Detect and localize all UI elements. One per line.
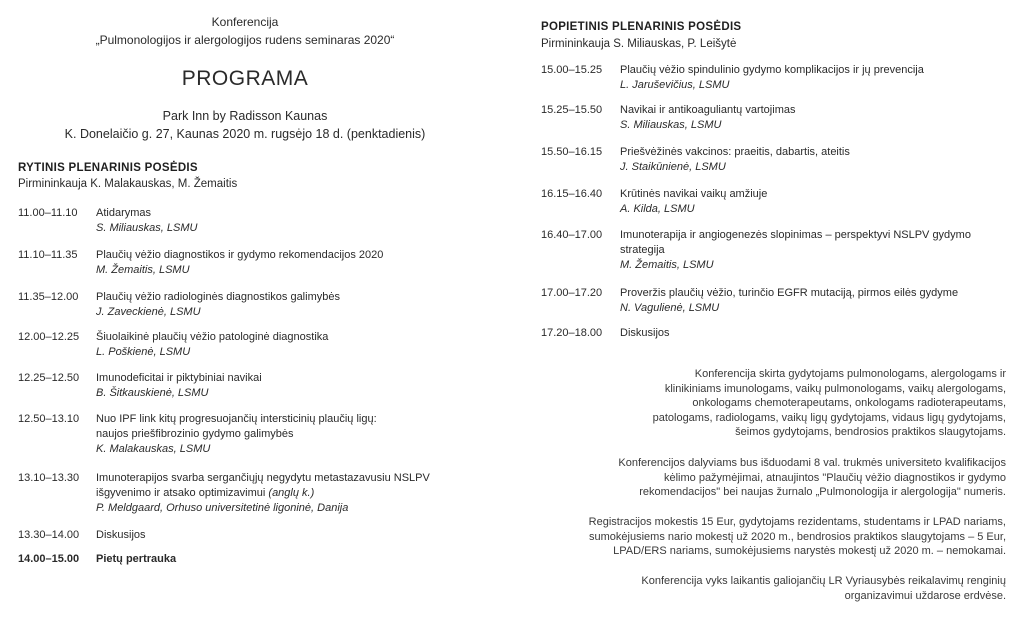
address-date: K. Donelaičio g. 27, Kaunas 2020 m. rugsėjo 18 d. (penktadienis) — [64, 127, 426, 141]
program-item-topic: Nuo IPF link kitų progresuojančių intersticinių plaučių ligų: — [96, 413, 377, 425]
program-item-topic: Proveržis plaučių vėžio, turinčio EGFR mutaciją, pirmos eilės gydyme — [620, 287, 959, 299]
venue: Park Inn by Radisson Kaunas — [162, 109, 328, 123]
program-item-topic: Atidarymas — [96, 207, 152, 219]
program-item-topic: Plaučių vėžio spindulinio gydymo komplikacijos ir jų prevencija — [620, 64, 924, 76]
program-item-topic: Plaučių vėžio radiologinės diagnostikos galimybės — [96, 291, 340, 303]
program-item-body — [620, 286, 1011, 316]
info-line: Konferencijos dalyviams bus išduodami 8 val. trukmės universiteto kvalifikacijos — [618, 457, 1006, 469]
info-rules — [541, 574, 1006, 603]
program-item-body — [96, 528, 488, 543]
program-item-speaker: K. Malakauskas, LSMU — [96, 443, 211, 455]
program-item-time: 15.25–15.50 — [541, 104, 603, 116]
program-item-body — [96, 248, 488, 278]
info-line: klinikiniams imunologams, vaikų pulmonologams, vaikų alergologams, — [664, 382, 1006, 395]
info-line: onkologams chemoterapeutams, onkologams radioterapeutams, — [692, 397, 1006, 409]
program-item-speaker: J. Zaveckienė, LSMU — [96, 306, 201, 318]
program-item-body — [96, 290, 488, 320]
program-item-time: 13.10–13.30 — [18, 472, 80, 484]
info-line: patologams, radiologams, vaikų ligų gydytojams, vidaus ligų gydytojams, — [652, 411, 1006, 424]
program-item-note: (anglų k.) — [265, 487, 315, 499]
conference-name: „Pulmonologijos ir alergologijos rudens seminaras 2020“ — [95, 33, 395, 47]
program-item-time: 15.50–16.15 — [541, 146, 603, 158]
info-line: Konferencija vyks laikantis galiojančių LR Vyriausybės reikalavimų renginių — [641, 575, 1006, 587]
info-line: organizavimui uždarose erdvėse. — [844, 589, 1006, 602]
afternoon-session-chairs: Pirmininkauja S. Miliauskas, P. Leišytė — [541, 38, 737, 50]
program-item-topic: išgyvenimo ir atsako optimizavimui (anglų k.) — [96, 487, 315, 499]
program-item-body — [620, 145, 1011, 175]
info-line: kėlimo pažymėjimai, atnaujintos "Plaučių vėžio diagnostikos ir gydymo — [663, 471, 1006, 484]
program-item-speaker: N. Vagulienė, LSMU — [620, 302, 720, 314]
program-item-topic: Plaučių vėžio diagnostikos ir gydymo rekomendacijos 2020 — [96, 249, 384, 261]
program-item-time: 12.25–12.50 — [18, 372, 80, 384]
program-item-body — [620, 63, 1011, 93]
program-item-topic: Diskusijos — [620, 327, 670, 339]
info-line: sumokėjusiems nario mokestį už 2020 m., bendrosios praktikos slaugytojams – 5 Eur, — [589, 530, 1006, 543]
program-item-topic: Imunoterapija ir angiogenezės slopinimas – perspektyvi NSLPV gydymo — [620, 229, 971, 241]
program-item-time: 11.00–11.10 — [18, 207, 78, 219]
program-item-body — [96, 206, 488, 236]
program-item-speaker: P. Meldgaard, Orhuso universitetinė ligoninė, Danija — [96, 502, 349, 514]
program-item-body — [96, 412, 488, 457]
program-item-time: 12.50–13.10 — [18, 413, 80, 425]
program-item-topic: Priešvėžinės vakcinos: praeitis, dabartis, ateitis — [620, 146, 850, 158]
program-item-time: 15.00–15.25 — [541, 64, 603, 76]
info-line: LPAD/ERS nariams, sumokėjusiems narystės mokestį už 2020 m. – nemokamai. — [613, 545, 1006, 557]
program-title: PROGRAMA — [181, 67, 309, 90]
conference-label: Konferencija — [211, 15, 279, 29]
program-item-body — [620, 187, 1011, 217]
program-item-topic: Pietų pertrauka — [96, 553, 177, 565]
program-item-speaker: J. Staikūnienė, LSMU — [620, 161, 726, 173]
morning-session-chairs: Pirmininkauja K. Malakauskas, M. Žemaitis — [18, 178, 238, 190]
program-item-body — [96, 371, 488, 401]
program-item-topic: Šiuolaikinė plaučių vėžio patologinė diagnostika — [96, 331, 329, 343]
program-item-topic: Imunoterapijos svarba sergančiųjų negydytu metastazavusiu NSLPV — [96, 472, 430, 484]
program-item-time: 11.10–11.35 — [18, 249, 78, 261]
program-item-time: 16.15–16.40 — [541, 188, 603, 200]
info-line: Konferencija skirta gydytojams pulmonologams, alergologams ir — [694, 368, 1006, 380]
program-item-speaker: A. Kilda, LSMU — [620, 203, 695, 215]
program-item-speaker: S. Miliauskas, LSMU — [96, 222, 198, 234]
program-item-topic: Diskusijos — [96, 529, 146, 541]
program-item-topic: Krūtinės navikai vaikų amžiuje — [620, 188, 768, 200]
program-item-speaker: M. Žemaitis, LSMU — [620, 259, 714, 271]
info-fee — [541, 515, 1006, 559]
info-audience — [541, 367, 1006, 440]
program-item-time: 12.00–12.25 — [18, 331, 80, 343]
program-item-body — [620, 228, 1011, 273]
program-item-speaker: M. Žemaitis, LSMU — [96, 264, 190, 276]
program-item-speaker: S. Miliauskas, LSMU — [620, 119, 722, 131]
program-item-topic: strategija — [620, 244, 665, 256]
program-item-speaker: L. Poškienė, LSMU — [96, 346, 191, 358]
program-item-speaker: B. Šitkauskienė, LSMU — [96, 387, 209, 399]
program-item-speaker: L. Jaruševičius, LSMU — [620, 79, 730, 91]
program-item-body — [620, 103, 1011, 133]
afternoon-session-title: POPIETINIS PLENARINIS POSĖDIS — [541, 21, 742, 33]
program-item-time: 13.30–14.00 — [18, 529, 80, 541]
program-item-body — [96, 330, 488, 360]
info-certificate — [541, 456, 1006, 500]
program-item-time: 17.00–17.20 — [541, 287, 603, 299]
program-item-time: 11.35–12.00 — [18, 291, 79, 303]
morning-session-title: RYTINIS PLENARINIS POSĖDIS — [18, 162, 198, 174]
program-item-time: 14.00–15.00 — [18, 553, 80, 565]
info-line: Registracijos mokestis 15 Eur, gydytojams rezidentams, studentams ir LPAD nariams, — [588, 516, 1006, 528]
info-line: šeimos gydytojams, bendrosios praktikos slaugytojams. — [735, 426, 1006, 438]
program-item-topic: Imunodeficitai ir piktybiniai navikai — [96, 372, 262, 384]
program-item-topic: naujos priešfibrozinio gydymo galimybės — [96, 428, 294, 440]
program-item-topic: Navikai ir antikoaguliantų vartojimas — [620, 104, 796, 116]
program-item-time: 17.20–18.00 — [541, 327, 603, 339]
program-item-time: 16.40–17.00 — [541, 229, 603, 241]
info-line: rekomendacijos" bei naujas žurnalo „Pulmonologija ir alergologija" numeris. — [639, 486, 1006, 498]
program-item-body — [96, 552, 488, 567]
program-item-body — [620, 326, 1011, 341]
program-item-body — [96, 471, 488, 516]
